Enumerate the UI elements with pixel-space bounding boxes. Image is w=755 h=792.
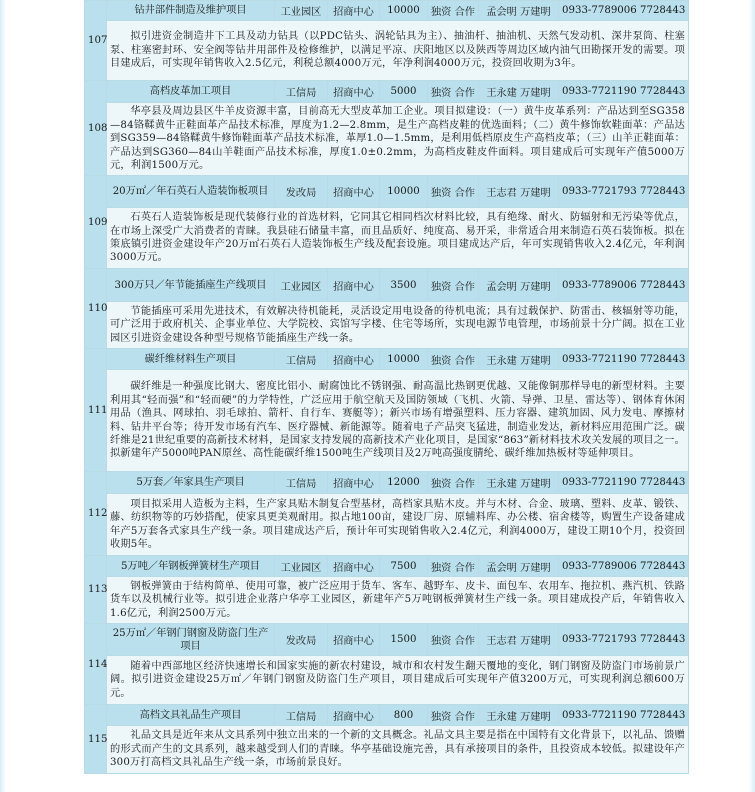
project-dept: 招商中心	[328, 624, 380, 656]
project-unit: 发改局	[275, 624, 328, 656]
project-number: 108	[85, 81, 107, 176]
project-contact: 王永建 万建明	[479, 349, 559, 370]
project-investment: 5000	[380, 81, 428, 103]
table-row	[85, 208, 689, 269]
project-name: 300万只／年节能插座生产线项目	[107, 269, 275, 302]
project-description: 碳纤维是一种强度比钢大、密度比铝小、耐腐蚀比不锈钢强、耐高温比热钢更优越、又能像铜那样导电的新型材料。主要利用其“轻而强”和“轻而硬”的力学特性，广泛应用于航空航天及国防领域（飞机、火箭、导弹、卫星、雷达等）、钢体育休闲用品（渔具、网球拍、羽毛球拍、箭杆、自行车、赛艇等）；新兴市场有增强塑料、压力容器、建筑加固、风力发电、摩擦材料、钻井平台等；待开发市场有汽车、医疗器械、新能源等。随着电子产品突飞猛进，制造业发达，新材料应用范围广泛。碳纤维是21世纪重要的高新技术材料，是国家支持发展的高新技术产业化项目，是国家“863”新材料技术攻关发展的项目之一。拟新建年产5000吨PAN原丝、高性能碳纤维1500吨生产线项目及2万吨高强度腈纶、碳纤维加热板材等延伸项目。	[107, 370, 689, 472]
project-phone: 0933-7721190 7728443	[559, 472, 689, 494]
project-contact: 孟会明 万建明	[479, 556, 559, 577]
project-investment: 800	[380, 705, 428, 726]
project-investment: 7500	[380, 556, 428, 577]
table-row	[85, 472, 689, 494]
table-row	[85, 577, 689, 624]
project-phone: 0933-7721190 7728443	[559, 349, 689, 370]
project-unit: 工信局	[275, 81, 328, 103]
project-phone: 0933-7721190 7728443	[559, 705, 689, 726]
table-row	[85, 269, 689, 302]
project-dept: 招商中心	[328, 472, 380, 494]
project-mode: 独资 合作	[428, 349, 479, 370]
project-description: 随着中西部地区经济快速增长和国家实施的新农村建设，城市和农村发生翻天覆地的变化，钢门钢窗及防盗门市场前景广阔。拟引进资金建设25万㎡／年钢门钢窗及防盗门生产项目，项目建成后可实现年产值3200万元，可实现利润总额600万元。	[107, 656, 689, 705]
project-number: 109	[85, 176, 107, 269]
project-phone: 0933-7721793 7728443	[559, 176, 689, 208]
project-phone: 0933-7789006 7728443	[559, 269, 689, 302]
project-dept: 招商中心	[328, 269, 380, 302]
project-number: 107	[85, 1, 107, 81]
table-row	[85, 656, 689, 705]
project-number: 115	[85, 705, 107, 774]
project-dept: 招商中心	[328, 349, 380, 370]
project-unit: 工业园区	[275, 556, 328, 577]
project-mode: 独资 合作	[428, 624, 479, 656]
project-number: 110	[85, 269, 107, 349]
table-row	[85, 370, 689, 472]
investment-projects-table	[84, 0, 689, 774]
project-name: 高档文具礼品生产项目	[107, 705, 275, 726]
table-row	[85, 1, 689, 21]
project-unit: 工信局	[275, 472, 328, 494]
project-investment: 12000	[380, 472, 428, 494]
project-phone: 0933-7721793 7728443	[559, 624, 689, 656]
project-description: 项目拟采用人造板为主料，生产家具贴木制复合型基材，高档家具贴木皮。并与木材、合金、玻璃、塑料、皮革、锻铁、藤、纺织物等的巧妙搭配，使家具更美观耐用。拟占地100亩，建设厂房、原辅料库、办公楼、宿舍楼等，购置生产设备建成年产5万套各式家具生产线一条。项目建成达产后，预计年可实现销售收入2.4亿元，利润4000万，建设工期10个月，投资回收期5年。	[107, 494, 689, 556]
project-name: 5万套／年家具生产项目	[107, 472, 275, 494]
project-phone: 0933-7721190 7728443	[559, 81, 689, 103]
project-description: 华亭县及周边县区牛羊皮资源丰富，目前高无大型皮革加工企业。项目拟建设：（一）黄牛皮革系列：产品达到至SG358—84铬鞣黄牛正鞋面革产品技术标准，厚度为1.2—2.8mm，是生产高档皮鞋的优选面料；（二）黄牛修饰软鞋面革：产品达到SG359—84铬鞣黄牛修饰鞋面革产品技术标准，革厚1.0—1.5mm，是利用低档原皮生产高档皮革；（三）山羊正鞋面革：产品达到SG360—84山羊鞋面产品技术标准，厚度1.0±0.2mm，为高档皮鞋皮件面料。项目建成后可实现年产值5000万元，利润1500万元。	[107, 103, 689, 176]
project-contact: 王志君 万建明	[479, 176, 559, 208]
project-dept: 招商中心	[328, 176, 380, 208]
project-unit: 工业园区	[275, 1, 328, 21]
project-name: 高档皮革加工项目	[107, 81, 275, 103]
project-investment: 10000	[380, 1, 428, 21]
project-unit: 工信局	[275, 349, 328, 370]
project-mode: 独资 合作	[428, 176, 479, 208]
table-row	[85, 103, 689, 176]
table-row	[85, 494, 689, 556]
project-mode: 独资 合作	[428, 556, 479, 577]
project-name: 20万㎡／年石英石人造装饰板项目	[107, 176, 275, 208]
project-mode: 独资 合作	[428, 81, 479, 103]
project-number: 113	[85, 556, 107, 624]
project-contact: 王志君 万建明	[479, 624, 559, 656]
project-description: 石英石人造装饰板是现代装修行业的首选材料，它同其它相同档次材料比较，具有绝缘、耐火、防辐射和无污染等优点，在市场上深受广大消费者的青睐。我县硅石储量丰富，而且品质好、纯度高、易开采，非常适合用来制造石英石装饰板。拟在策底镇引进资金建设年产20万㎡石英石人造装饰板生产线及配套设施。项目建成达产后，年可实现销售收入2.4亿元，年利润3000万元。	[107, 208, 689, 269]
project-number: 114	[85, 624, 107, 705]
project-phone: 0933-7789006 7728443	[559, 556, 689, 577]
table-row	[85, 624, 689, 656]
table-row	[85, 81, 689, 103]
project-mode: 独资 合作	[428, 472, 479, 494]
table-row	[85, 556, 689, 577]
project-mode: 独资 合作	[428, 705, 479, 726]
project-description: 礼品文具是近年来从文具系列中独立出来的一个新的文具概念。礼品文具主要是指在中国特有文化背景下，以礼品、馈赠的形式而产生的文具系列，越来越受到人们的青睐。华亭基础设施完善，具有承接项目的条件，且投资成本较低。拟建设年产300万打高档文具礼品生产线一条，市场前景良好。	[107, 726, 689, 774]
project-unit: 发改局	[275, 176, 328, 208]
project-name: 钻井部件制造及维护项目	[107, 1, 275, 21]
project-unit: 工信局	[275, 705, 328, 726]
project-phone: 0933-7789006 7728443	[559, 1, 689, 21]
project-name: 25万㎡／年钢门钢窗及防盗门生产项目	[107, 624, 275, 656]
table-row	[85, 176, 689, 208]
project-contact: 孟会明 万建明	[479, 269, 559, 302]
table-row	[85, 21, 689, 81]
table-row	[85, 726, 689, 774]
project-investment: 10000	[380, 176, 428, 208]
project-dept: 招商中心	[328, 1, 380, 21]
project-investment: 3500	[380, 269, 428, 302]
table-row	[85, 302, 689, 349]
project-contact: 王永建 万建明	[479, 81, 559, 103]
project-name: 5万吨／年钢板弹簧材生产项目	[107, 556, 275, 577]
project-dept: 招商中心	[328, 81, 380, 103]
right-margin-stripe	[749, 0, 755, 792]
project-mode: 独资 合作	[428, 1, 479, 21]
table-row	[85, 705, 689, 726]
project-mode: 独资 合作	[428, 269, 479, 302]
project-unit: 工业园区	[275, 269, 328, 302]
project-contact: 王永建 万建明	[479, 705, 559, 726]
project-investment: 10000	[380, 349, 428, 370]
project-number: 111	[85, 349, 107, 472]
project-description: 节能插座可采用先进技术，有效解决待机能耗，灵活设定用电设备的待机电流；具有过载保护、防雷击、核辐射等功能，可广泛用于政府机关、企事业单位、大学院校、宾馆写字楼、住宅等场所，实现电源节电管理，市场前景十分广阔。拟在工业园区引进资金建设各种型号规格节能插座生产线一条。	[107, 302, 689, 349]
project-contact: 孟会明 万建明	[479, 1, 559, 21]
project-investment: 1500	[380, 624, 428, 656]
project-number: 112	[85, 472, 107, 556]
table-row	[85, 349, 689, 370]
project-description: 钢板弹簧由于结构简单、使用可靠，被广泛应用于货车、客车、越野车、皮卡、面包车、农用车、拖拉机、燕汽机、铁路货车以及机械行业等。拟引进企业落户华亭工业园区，新建年产5万吨钢板弹簧材生产线一条。项目建成投产后，年销售收入1.6亿元，利润2500万元。	[107, 577, 689, 624]
project-dept: 招商中心	[328, 705, 380, 726]
project-name: 碳纤维材料生产项目	[107, 349, 275, 370]
project-description: 拟引进资金制造井下工具及动力钻具（以PDC钻头、涡轮钻具为主）、抽油杆、抽油机、天然气发动机、深井泵筒、柱塞泵、柱塞密封环、安全阀等钻井用部件及检修维护，以满足平凉、庆阳地区以及陕西等周边区域内油气田勘探开发的需要。项目建成后，可实现年销售收入2.5亿元，利税总额4000万元，年净利润4000万元，投资回收期为3年。	[107, 21, 689, 81]
left-margin-stripe	[0, 0, 6, 792]
project-dept: 招商中心	[328, 556, 380, 577]
project-contact: 王永建 万建明	[479, 472, 559, 494]
